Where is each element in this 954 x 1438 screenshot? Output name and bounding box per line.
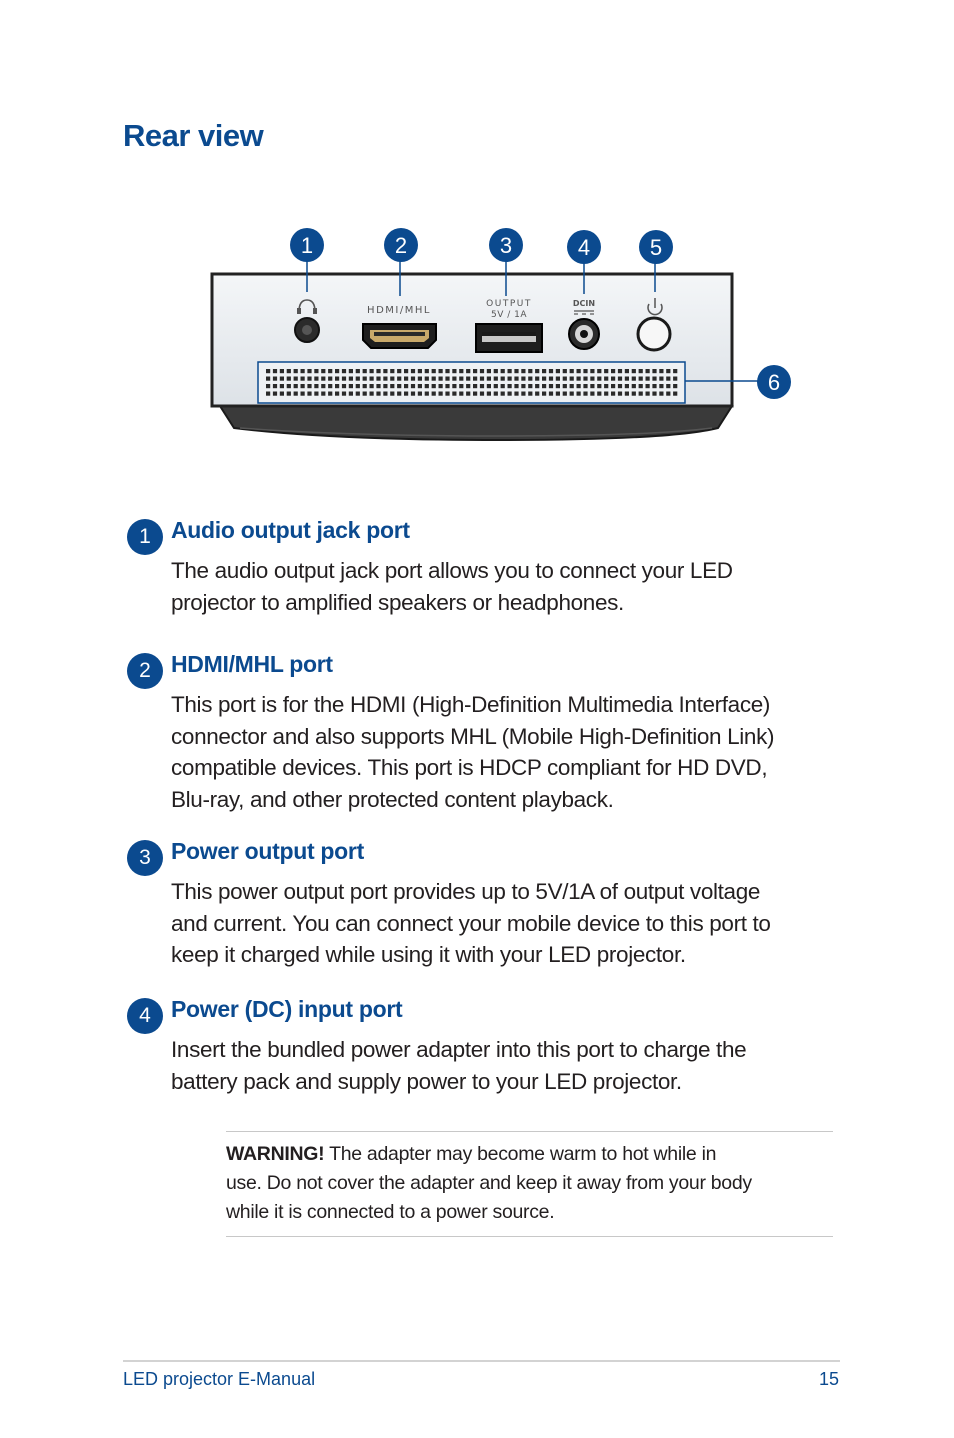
vent-hole: [618, 377, 622, 381]
vent-hole: [314, 384, 318, 388]
vent-hole: [370, 377, 374, 381]
vent-hole: [452, 384, 456, 388]
vent-hole: [321, 392, 325, 396]
vent-hole: [273, 377, 277, 381]
rear-view-diagram: [200, 220, 800, 450]
body-line: Blu-ray, and other protected content playback.: [171, 786, 614, 812]
vent-hole: [466, 384, 470, 388]
vent-hole: [349, 392, 353, 396]
vent-hole: [625, 384, 629, 388]
section-body: [171, 689, 847, 815]
vent-hole: [266, 384, 270, 388]
vent-hole: [432, 392, 436, 396]
vent-hole: [514, 392, 518, 396]
vent-hole: [611, 377, 615, 381]
section-title: Power output port: [171, 838, 364, 864]
vent-hole: [590, 369, 594, 373]
svg-text:6: 6: [767, 370, 781, 395]
svg-text:OUTPUT: OUTPUT: [486, 299, 532, 309]
vent-hole: [659, 392, 663, 396]
vent-hole: [294, 377, 298, 381]
vent-hole: [556, 369, 560, 373]
vent-hole: [639, 369, 643, 373]
vent-hole: [508, 384, 512, 388]
callout-1: [290, 228, 324, 262]
vent-hole: [439, 392, 443, 396]
vent-hole: [418, 377, 422, 381]
vent-hole: [632, 384, 636, 388]
vent-hole: [666, 369, 670, 373]
vent-hole: [445, 369, 449, 373]
vent-hole: [652, 392, 656, 396]
vent-hole: [452, 369, 456, 373]
vent-hole: [632, 377, 636, 381]
vent-hole: [307, 392, 311, 396]
vent-hole: [383, 384, 387, 388]
vent-hole: [583, 369, 587, 373]
section-title: HDMI/MHL port: [171, 651, 333, 677]
footer-manual-title: LED projector E-Manual: [123, 1369, 316, 1389]
vent-hole: [287, 392, 291, 396]
vent-hole: [639, 384, 643, 388]
vent-hole: [673, 392, 677, 396]
vent-hole: [570, 377, 574, 381]
vent-hole: [439, 384, 443, 388]
vent-hole: [466, 392, 470, 396]
vent-hole: [577, 384, 581, 388]
vent-hole: [487, 392, 491, 396]
vent-hole: [321, 384, 325, 388]
vent-hole: [397, 384, 401, 388]
callout-4: [567, 230, 601, 264]
vent-hole: [549, 392, 553, 396]
vent-hole: [273, 392, 277, 396]
vent-hole: [604, 377, 608, 381]
section-number-badge: 2: [127, 653, 163, 689]
vent-hole: [314, 377, 318, 381]
vent-hole: [514, 384, 518, 388]
power-button: [638, 318, 670, 350]
vent-hole: [383, 369, 387, 373]
section-body: [171, 876, 847, 971]
section-title: Power (DC) input port: [171, 996, 403, 1022]
warning-line-text: The adapter may become warm to hot while in: [324, 1143, 717, 1165]
vent-hole: [666, 384, 670, 388]
vent-hole: [514, 369, 518, 373]
vent-hole: [376, 369, 380, 373]
vent-hole: [611, 384, 615, 388]
vent-hole: [659, 384, 663, 388]
vent-hole: [335, 392, 339, 396]
vent-hole: [673, 377, 677, 381]
vent-hole: [473, 377, 477, 381]
body-line: The audio output jack port allows you to connect your LED: [171, 558, 733, 583]
vent-hole: [508, 369, 512, 373]
vent-hole: [432, 369, 436, 373]
vent-hole: [487, 369, 491, 373]
vent-hole: [342, 377, 346, 381]
vent-hole: [597, 392, 601, 396]
vent-hole: [549, 369, 553, 373]
vent-hole: [273, 369, 277, 373]
body-line: This port is for the HDMI (High-Definition Multimedia Interface): [171, 692, 771, 717]
vent-hole: [521, 392, 525, 396]
vent-hole: [342, 369, 346, 373]
vent-hole: [625, 369, 629, 373]
vent-hole: [425, 392, 429, 396]
body-line: This power output port provides up to 5V/1A of output voltage: [171, 879, 761, 904]
svg-text:HDMI/MHL: HDMI/MHL: [367, 305, 431, 316]
vent-hole: [521, 377, 525, 381]
vent-hole: [563, 384, 567, 388]
vent-hole: [452, 377, 456, 381]
warning-line: use. Do not cover the adapter and keep it away from your body: [226, 1172, 752, 1194]
vent-hole: [577, 392, 581, 396]
vent-hole: [604, 369, 608, 373]
vent-hole: [618, 392, 622, 396]
vent-hole: [494, 384, 498, 388]
vent-hole: [466, 377, 470, 381]
vent-hole: [563, 392, 567, 396]
vent-hole: [577, 369, 581, 373]
vent-hole: [590, 392, 594, 396]
projector-base: [220, 406, 732, 440]
vent-hole: [549, 384, 553, 388]
vent-hole: [349, 369, 353, 373]
section-body: [171, 1034, 847, 1097]
vent-hole: [356, 384, 360, 388]
vent-hole: [528, 392, 532, 396]
vent-hole: [432, 384, 436, 388]
svg-text:1: 1: [300, 233, 314, 258]
vent-hole: [390, 377, 394, 381]
vent-hole: [528, 369, 532, 373]
vent-hole: [452, 392, 456, 396]
vent-hole: [280, 377, 284, 381]
vent-hole: [652, 377, 656, 381]
vent-hole: [597, 369, 601, 373]
vent-hole: [521, 369, 525, 373]
vent-hole: [666, 392, 670, 396]
vent-hole: [342, 384, 346, 388]
vent-hole: [445, 384, 449, 388]
warning-box: [226, 1131, 833, 1237]
vent-hole: [425, 377, 429, 381]
vent-hole: [370, 392, 374, 396]
vent-hole: [673, 384, 677, 388]
vent-hole: [383, 377, 387, 381]
vent-hole: [307, 369, 311, 373]
vent-hole: [542, 384, 546, 388]
vent-hole: [287, 384, 291, 388]
vent-hole: [370, 369, 374, 373]
vent-hole: [549, 377, 553, 381]
vent-hole: [583, 377, 587, 381]
vent-hole: [535, 384, 539, 388]
vent-hole: [535, 369, 539, 373]
vent-hole: [556, 384, 560, 388]
vent-hole: [618, 369, 622, 373]
vent-hole: [301, 384, 305, 388]
vent-hole: [604, 392, 608, 396]
vent-hole: [583, 392, 587, 396]
vent-hole: [480, 392, 484, 396]
svg-text:DCIN: DCIN: [572, 299, 596, 308]
vent-hole: [432, 377, 436, 381]
vent-hole: [611, 392, 615, 396]
vent-hole: [314, 369, 318, 373]
vent-hole: [459, 384, 463, 388]
vent-hole: [646, 392, 650, 396]
vent-hole: [328, 369, 332, 373]
vent-hole: [487, 377, 491, 381]
vent-hole: [397, 369, 401, 373]
vent-hole: [494, 392, 498, 396]
vent-hole: [535, 392, 539, 396]
vent-hole: [673, 369, 677, 373]
vent-hole: [445, 392, 449, 396]
vent-hole: [280, 392, 284, 396]
vent-hole: [570, 392, 574, 396]
vent-hole: [411, 369, 415, 373]
vent-hole: [404, 384, 408, 388]
vent-hole: [439, 377, 443, 381]
vent-hole: [508, 377, 512, 381]
vent-hole: [501, 392, 505, 396]
vent-hole: [349, 377, 353, 381]
vent-hole: [273, 384, 277, 388]
vent-hole: [335, 377, 339, 381]
vent-hole: [508, 392, 512, 396]
vent-hole: [563, 377, 567, 381]
vent-hole: [639, 377, 643, 381]
vent-hole: [666, 377, 670, 381]
vent-hole: [266, 377, 270, 381]
vent-hole: [590, 377, 594, 381]
vent-hole: [445, 377, 449, 381]
vent-hole: [307, 377, 311, 381]
vent-hole: [473, 384, 477, 388]
vent-hole: [556, 377, 560, 381]
vent-hole: [425, 384, 429, 388]
callout-2: [384, 228, 418, 262]
vent-hole: [411, 384, 415, 388]
page-number: 15: [818, 1369, 839, 1389]
vent-hole: [390, 369, 394, 373]
vent-hole: [397, 377, 401, 381]
body-line: projector to amplified speakers or headphones.: [171, 589, 624, 615]
vent-hole: [356, 377, 360, 381]
vent-hole: [459, 377, 463, 381]
vent-hole: [335, 369, 339, 373]
vent-hole: [597, 377, 601, 381]
vent-hole: [632, 392, 636, 396]
svg-text:4: 4: [577, 235, 591, 260]
vent-hole: [501, 377, 505, 381]
footer-rule: [123, 1360, 840, 1362]
warning-label: WARNING!: [226, 1143, 325, 1165]
svg-text:5V / 1A: 5V / 1A: [490, 310, 528, 320]
vent-hole: [397, 392, 401, 396]
vent-hole: [404, 392, 408, 396]
vent-hole: [487, 384, 491, 388]
body-line: battery pack and supply power to your LED projector.: [171, 1068, 682, 1094]
vent-hole: [480, 384, 484, 388]
svg-text:5: 5: [649, 235, 663, 260]
vent-hole: [646, 384, 650, 388]
vent-hole: [659, 369, 663, 373]
vent-hole: [521, 384, 525, 388]
vent-hole: [418, 384, 422, 388]
vent-hole: [418, 369, 422, 373]
vent-hole: [439, 369, 443, 373]
body-line: and current. You can connect your mobile device to this port to: [171, 910, 771, 936]
vent-hole: [321, 377, 325, 381]
vent-hole: [383, 392, 387, 396]
svg-text:2: 2: [394, 233, 408, 258]
callout-5: [639, 230, 673, 264]
vent-hole: [494, 377, 498, 381]
vent-hole: [597, 384, 601, 388]
vent-hole: [542, 392, 546, 396]
section-number-badge: 4: [127, 998, 163, 1034]
body-line: Insert the bundled power adapter into this port to charge the: [171, 1037, 747, 1062]
vent-hole: [294, 384, 298, 388]
vent-hole: [646, 377, 650, 381]
vent-hole: [556, 392, 560, 396]
vent-hole: [514, 377, 518, 381]
vent-hole: [363, 377, 367, 381]
vent-hole: [301, 392, 305, 396]
vent-hole: [314, 392, 318, 396]
vent-hole: [390, 384, 394, 388]
vent-hole: [466, 369, 470, 373]
vent-hole: [287, 369, 291, 373]
vent-hole: [563, 369, 567, 373]
vent-hole: [632, 369, 636, 373]
vent-hole: [321, 369, 325, 373]
vent-hole: [542, 369, 546, 373]
vent-hole: [659, 377, 663, 381]
vent-hole: [570, 369, 574, 373]
section-body: [171, 555, 847, 618]
vent-hole: [376, 392, 380, 396]
vent-hole: [459, 392, 463, 396]
callout-6: [757, 365, 791, 399]
vent-hole: [639, 392, 643, 396]
svg-text:3: 3: [499, 233, 513, 258]
vent-hole: [542, 377, 546, 381]
vent-hole: [501, 369, 505, 373]
vent-hole: [652, 369, 656, 373]
warning-line: while it is connected to a power source.: [226, 1201, 555, 1223]
vent-hole: [473, 392, 477, 396]
vent-hole: [480, 377, 484, 381]
vent-hole: [425, 369, 429, 373]
warning-line: [226, 1140, 833, 1169]
vent-hole: [280, 369, 284, 373]
vent-hole: [604, 384, 608, 388]
vent-hole: [328, 384, 332, 388]
warning-text: [226, 1140, 833, 1227]
body-line: connector and also supports MHL (Mobile High-Definition Link): [171, 723, 775, 749]
vent-hole: [535, 377, 539, 381]
vent-hole: [570, 384, 574, 388]
vent-hole: [473, 369, 477, 373]
section-title: Audio output jack port: [171, 517, 410, 543]
vent-hole: [459, 369, 463, 373]
vent-hole: [301, 369, 305, 373]
vent-hole: [266, 392, 270, 396]
vent-hole: [335, 384, 339, 388]
vent-hole: [583, 384, 587, 388]
vent-hole: [301, 377, 305, 381]
vent-hole: [287, 377, 291, 381]
vent-hole: [528, 384, 532, 388]
vent-hole: [611, 369, 615, 373]
vent-hole: [418, 392, 422, 396]
vent-hole: [501, 384, 505, 388]
vent-hole: [618, 384, 622, 388]
vent-hole: [294, 392, 298, 396]
vent-hole: [328, 377, 332, 381]
vent-hole: [625, 377, 629, 381]
vent-hole: [356, 392, 360, 396]
vent-hole: [376, 377, 380, 381]
vent-hole: [494, 369, 498, 373]
vent-hole: [625, 392, 629, 396]
vent-hole: [480, 369, 484, 373]
section-number-badge: 1: [127, 519, 163, 555]
vent-hole: [590, 384, 594, 388]
vent-hole: [411, 392, 415, 396]
body-line: compatible devices. This port is HDCP compliant for HD DVD,: [171, 755, 768, 780]
vent-hole: [404, 369, 408, 373]
vent-hole: [404, 377, 408, 381]
vent-hole: [294, 369, 298, 373]
vent-hole: [390, 392, 394, 396]
vent-hole: [280, 384, 284, 388]
page-title: Rear view: [123, 118, 264, 153]
body-line: keep it charged while using it with your LED projector.: [171, 942, 686, 967]
vent-hole: [363, 384, 367, 388]
vent-hole: [363, 392, 367, 396]
vent-hole: [307, 384, 311, 388]
vent-hole: [356, 369, 360, 373]
vent-hole: [266, 369, 270, 373]
vent-hole: [577, 377, 581, 381]
vent-hole: [376, 384, 380, 388]
vent-hole: [349, 384, 353, 388]
vent-hole: [528, 377, 532, 381]
callout-3: [489, 228, 523, 262]
vent-grille: [258, 362, 685, 403]
section-number-badge: 3: [127, 840, 163, 876]
vent-hole: [411, 377, 415, 381]
vent-hole: [363, 369, 367, 373]
vent-hole: [646, 369, 650, 373]
vent-hole: [342, 392, 346, 396]
vent-hole: [370, 384, 374, 388]
vent-hole: [652, 384, 656, 388]
vent-hole: [328, 392, 332, 396]
